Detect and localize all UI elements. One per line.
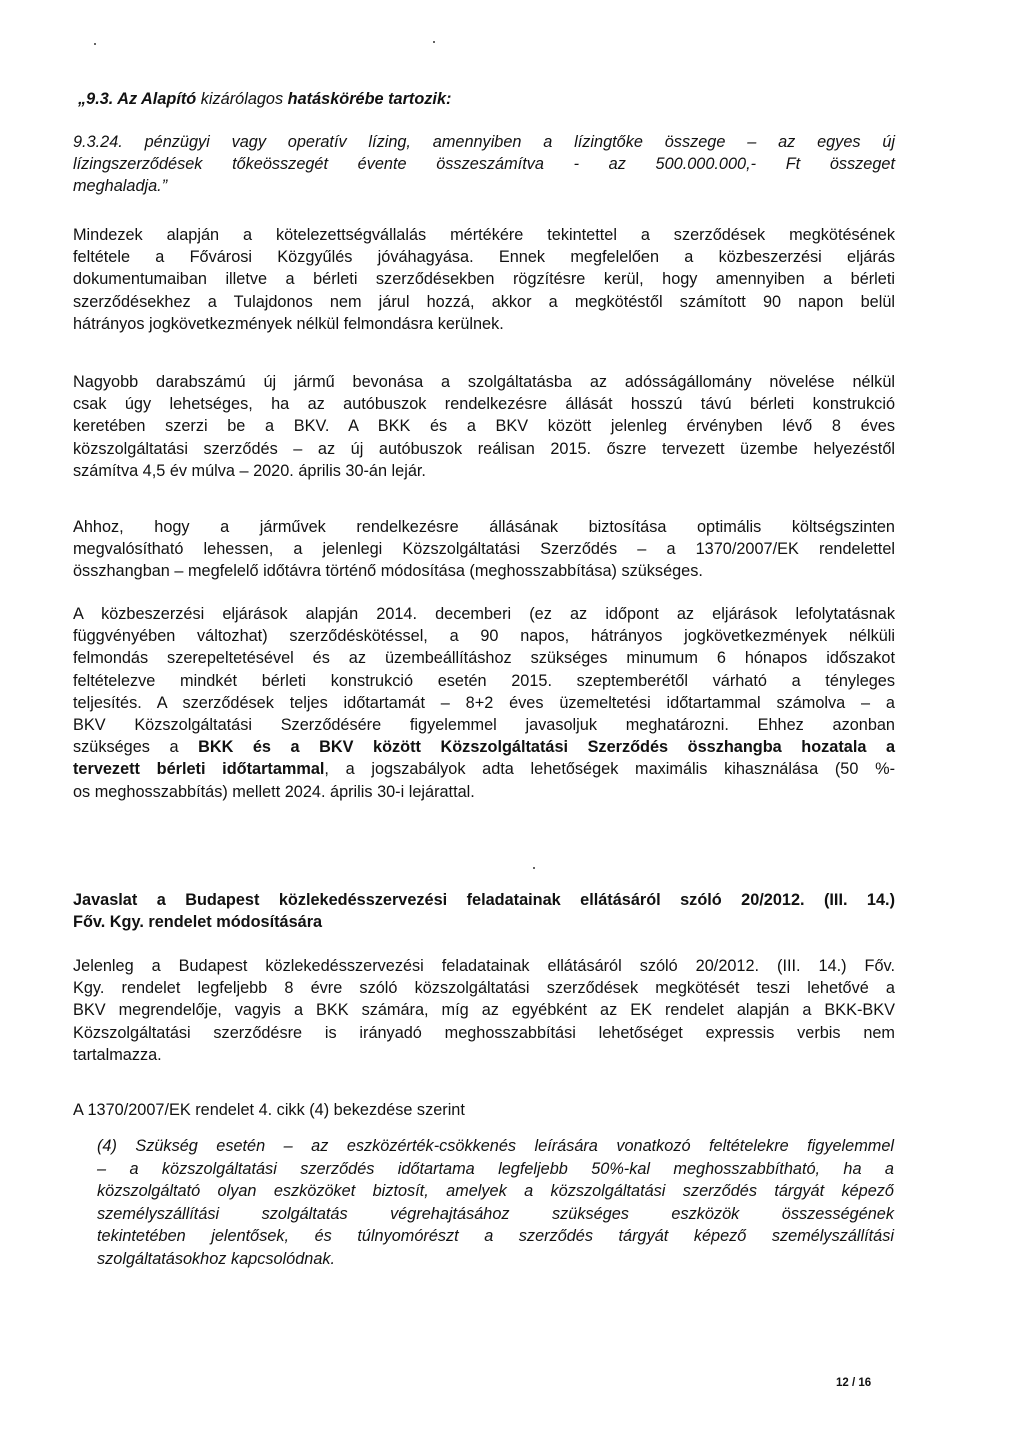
bold-run: tervezett bérleti időtartammal: [73, 760, 325, 779]
text-line: összhangban – megfelelő időtávra történő módosítása (meghosszabbítása) szükséges.: [73, 562, 703, 581]
quote-line: tekintetében jelentősek, és túlnyomórészt a szerződés tárgyát képező személyszállítási: [97, 1227, 894, 1246]
text-line: Mindezek alapján a kötelezettségvállalás mértékére tekintettel a szerződések megkötésének: [73, 226, 895, 244]
text-line: Jelenleg a Budapest közlekedésszervezési feladatainak ellátásáról szóló 20/2012. (III. 14.) Főv.: [73, 957, 895, 975]
section-tail: hatáskörébe tartozik:: [287, 90, 452, 108]
quote-line: – a közszolgáltatási szerződés időtartama legfeljebb 50%-kal meghosszabbítható, ha a: [97, 1159, 894, 1178]
text-line: A közbeszerzési eljárások alapján 2014. decemberi (ez az időpont az eljárások lefolytatásnak: [73, 605, 895, 623]
text-line: BKV Közszolgáltatási Szerződésére figyelemmel javasoljuk meghatározni. Ehhez azonban: [73, 716, 895, 735]
item-9-3-24: [73, 131, 895, 198]
heading-line: Javaslat a Budapest közlekedésszervezési feladatainak ellátásáról szóló 20/2012. (III. 14.): [73, 891, 895, 909]
quote-line: (4) Szükség esetén – az eszközérték-csökkenés leírására vonatkozó feltételekre figyelemmel: [97, 1137, 894, 1155]
text-line: tartalmazza.: [73, 1045, 162, 1064]
text-line: [73, 736, 895, 758]
text-line: hátrányos jogkövetkezmények nélkül felmondásra kerülnek.: [73, 314, 504, 333]
text-line: [73, 758, 895, 780]
paragraph-5: [73, 955, 895, 1066]
regulation-quote: [97, 1135, 894, 1271]
text-line: BKV megrendelője, vagyis a BKK számára, míg az egyébként az EK rendelet alapján a BKK-BKV: [73, 1001, 895, 1020]
text-line: feltétele a Fővárosi Közgyűlés jóváhagyása. Ennek megfelelően a közbeszerzési eljárás: [73, 248, 895, 267]
text-line: csak úgy lehetséges, ha az autóbuszok rendelkezésre állását hosszú távú bérleti konstrukció: [73, 395, 895, 414]
proposal-heading: [73, 889, 895, 933]
paragraph-4: [73, 603, 895, 803]
text-line: számítva 4,5 év múlva – 2020. április 30-án lejár.: [73, 461, 426, 480]
quote-line: személyszállítási szolgáltatás végrehajtásához szükséges eszközök összességének: [97, 1204, 894, 1223]
text-line: szerződésekhez a Tulajdonos nem járul hozzá, akkor a megkötéstől számított 90 napon belül: [73, 292, 895, 311]
scan-speck: [433, 41, 435, 43]
text-line: 9.3.24. pénzügyi vagy operatív lízing, amennyiben a lízingtőke összege – az egyes új: [73, 133, 895, 151]
section-middle: kizárólagos: [200, 90, 284, 108]
text-line: meghaladja.”: [73, 177, 168, 196]
bold-run: BKK és a BKV között Közszolgáltatási Szerződés összhangba hozatala a: [198, 738, 895, 757]
text-line: felmondás szerepeltetésével és az üzembeállításhoz szükséges minumum 6 hónapos időszakot: [73, 649, 895, 668]
text-line: os meghosszabbítás) mellett 2024. április 30-i lejárattal.: [73, 782, 475, 801]
quote-line: szolgáltatásokhoz kapcsolódnak.: [97, 1249, 336, 1268]
text-line: lízingszerződések tőkeösszegét évente összeszámítva - az 500.000.000,- Ft összeget: [73, 155, 895, 174]
scan-speck: [533, 867, 535, 869]
section-intro: Az Alapító: [117, 90, 197, 108]
quote-line: közszolgáltató olyan eszközöket biztosít, amelyek a közszolgáltatási szerződés tárgyát képező: [97, 1182, 894, 1201]
text-line: közszolgáltatási szerződés – az új autóbuszok reálisan 2015. őszre tervezett üzembe helyezéstől: [73, 439, 895, 458]
text-line: Kgy. rendelet legfeljebb 8 évre szóló közszolgáltatási szerződések megkötését teszi lehetővé a: [73, 979, 895, 998]
text-line: függvényében változhat) szerződéskötéssel, a 90 napos, hátrányos jogkövetkezmények nélküli: [73, 627, 895, 646]
text-run: szükséges a: [73, 738, 199, 757]
section-number: „9.3.: [78, 90, 114, 108]
text-line: dokumentumaiban illetve a bérleti szerződésekben rögzítésre kerül, hogy amennyiben a bérleti: [73, 270, 895, 289]
scan-speck: [94, 43, 96, 45]
paragraph-1: [73, 224, 895, 335]
paragraph-6: [73, 1099, 895, 1121]
text-line: teljesítés. A szerződések teljes időtartamát – 8+2 éves üzemeltetési időtartammal számolva – a: [73, 693, 895, 712]
paragraph-2: [73, 371, 895, 482]
heading-line: Főv. Kgy. rendelet módosítására: [73, 913, 323, 932]
text-line: feltételezve mindkét bérleti konstrukció esetén 2015. szeptemberétől várható a tényleges: [73, 671, 895, 690]
section-heading: [78, 90, 451, 109]
page-number: 12 / 16: [836, 1377, 872, 1389]
text-line: Közszolgáltatási szerződésre is irányadó meghosszabbítási lehetőséget expressis verbis nem: [73, 1023, 895, 1042]
text-line: A 1370/2007/EK rendelet 4. cikk (4) bekezdése szerint: [73, 1101, 465, 1119]
text-line: Ahhoz, hogy a járművek rendelkezésre állásának biztosítása optimális költségszinten: [73, 518, 895, 536]
text-line: Nagyobb darabszámú új jármű bevonása a szolgáltatásba az adósságállomány növelése nélkül: [73, 373, 895, 391]
text-line: keretében szerzi be a BKV. A BKK és a BKV között jelenleg érvényben lévő 8 éves: [73, 417, 895, 436]
text-run: , a jogszabályok adta lehetőségek maximális kihasználása (50 %-: [324, 760, 895, 779]
paragraph-3: [73, 516, 895, 583]
text-line: megvalósítható lehessen, a jelenlegi Közszolgáltatási Szerződés – a 1370/2007/EK rendelettel: [73, 540, 895, 559]
